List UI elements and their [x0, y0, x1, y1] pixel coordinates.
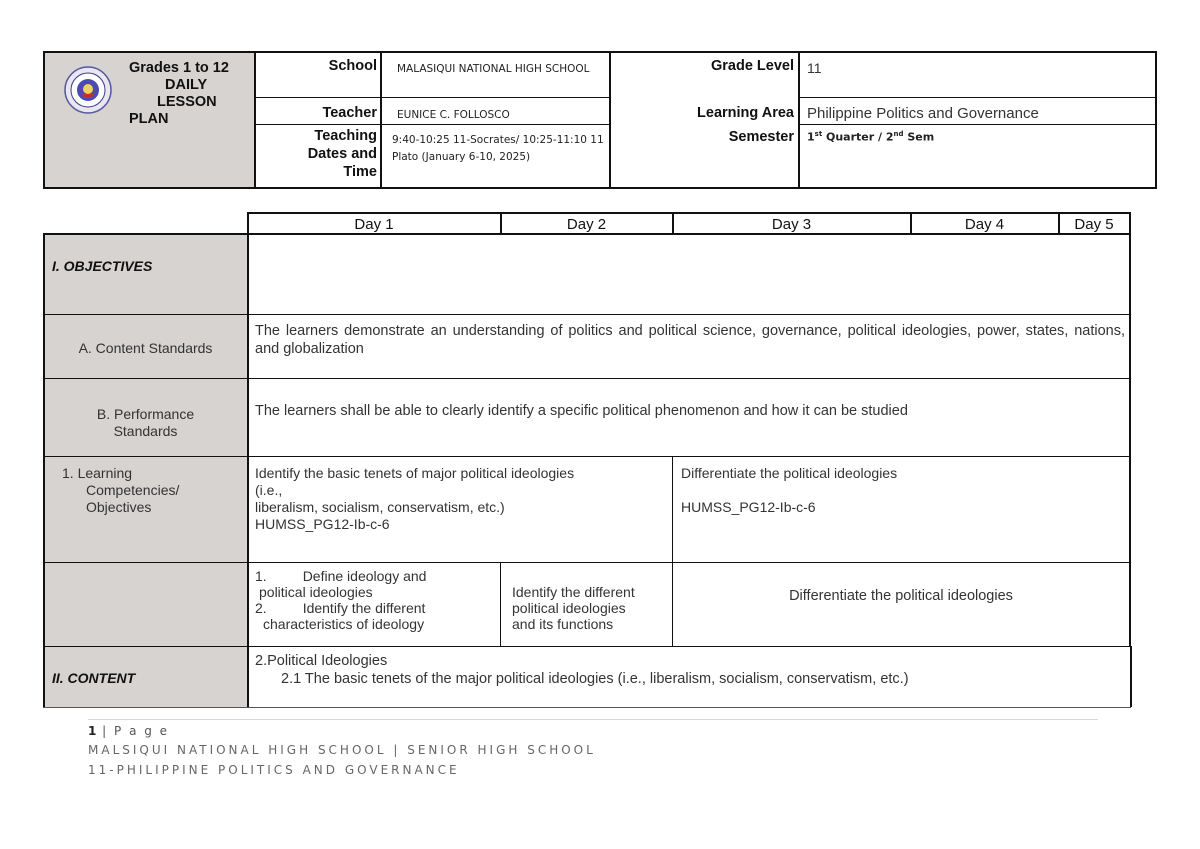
deped-seal-icon: [63, 65, 113, 115]
objectives-day3-5: Differentiate the political ideologies: [789, 588, 1013, 604]
content-text: 2.Political Ideologies 2.1 The basic tenets of the major political ideologies (i.e., liberalism, socialism, conservatism, etc.): [255, 653, 909, 687]
school-label: School: [328, 58, 377, 74]
footer-subject: 11-PHILIPPINE POLITICS AND GOVERNANCE: [88, 763, 460, 777]
grade-level-value: 11: [807, 60, 822, 76]
plan-title-line: Grades 1 to 12: [129, 60, 229, 76]
day-header: Day 5: [1074, 216, 1114, 233]
dates-value: 9:40-10:25 11-Socrates/ 10:25-11:10 11 Plato (January 6-10, 2025): [392, 134, 604, 163]
teacher-label: Teacher: [322, 105, 377, 121]
footer-school: MALSIQUI NATIONAL HIGH SCHOOL | SENIOR HIGH SCHOOL: [88, 743, 596, 757]
grade-level-label: Grade Level: [710, 58, 794, 74]
competencies-label: 1. Learning Competencies/ Objectives: [62, 465, 180, 515]
content-standards-label: A. Content Standards: [78, 340, 213, 356]
semester-value: 1st Quarter / 2nd Sem: [807, 130, 935, 144]
day-header: Day 1: [354, 216, 394, 233]
objectives-heading: I. OBJECTIVES: [52, 258, 153, 274]
page-number: 1 | P a g e: [88, 724, 170, 738]
day-header: Day 2: [566, 216, 607, 233]
plan-title-line: DAILY: [165, 77, 208, 93]
header-table: [43, 51, 1157, 189]
learning-area-value: Philippine Politics and Governance: [807, 105, 1039, 122]
school-value: MALASIQUI NATIONAL HIGH SCHOOL: [397, 63, 590, 75]
plan-title: [129, 60, 249, 128]
plan-title-line: LESSON: [157, 94, 217, 110]
learning-area-label: Learning Area: [697, 105, 794, 121]
content-heading: II. CONTENT: [52, 670, 136, 686]
competencies-day3-5: Differentiate the political ideologies HUMSS_PG12-Ib-c-6: [681, 465, 898, 515]
objectives-day1: 1. Define ideology and political ideologies 2. Identify the different characteristics of ideology: [255, 568, 427, 632]
objectives-day2: Identify the different political ideologies and its functions: [512, 584, 635, 632]
day-header: Day 4: [964, 216, 1005, 233]
content-standards-text: The learners demonstrate an understanding of politics and political science, governance, political ideologies, power, states, nations, and globalization: [255, 323, 1125, 357]
dates-label: Teaching Dates and Time: [307, 128, 377, 180]
footer-divider: [88, 719, 1098, 720]
plan-title-line: PLAN: [129, 111, 169, 127]
performance-standards-text: The learners shall be able to clearly identify a specific political phenomenon and how it can be studied: [255, 403, 908, 419]
competencies-day1-2: Identify the basic tenets of major political ideologies (i.e., liberalism, socialism, conservatism, etc.) HUMSS_PG12-Ib-c-6: [255, 465, 575, 532]
day-header: Day 3: [771, 216, 812, 233]
teacher-value: EUNICE C. FOLLOSCO: [397, 109, 510, 121]
semester-label: Semester: [728, 129, 794, 145]
performance-standards-label: B. Performance Standards: [96, 406, 195, 439]
